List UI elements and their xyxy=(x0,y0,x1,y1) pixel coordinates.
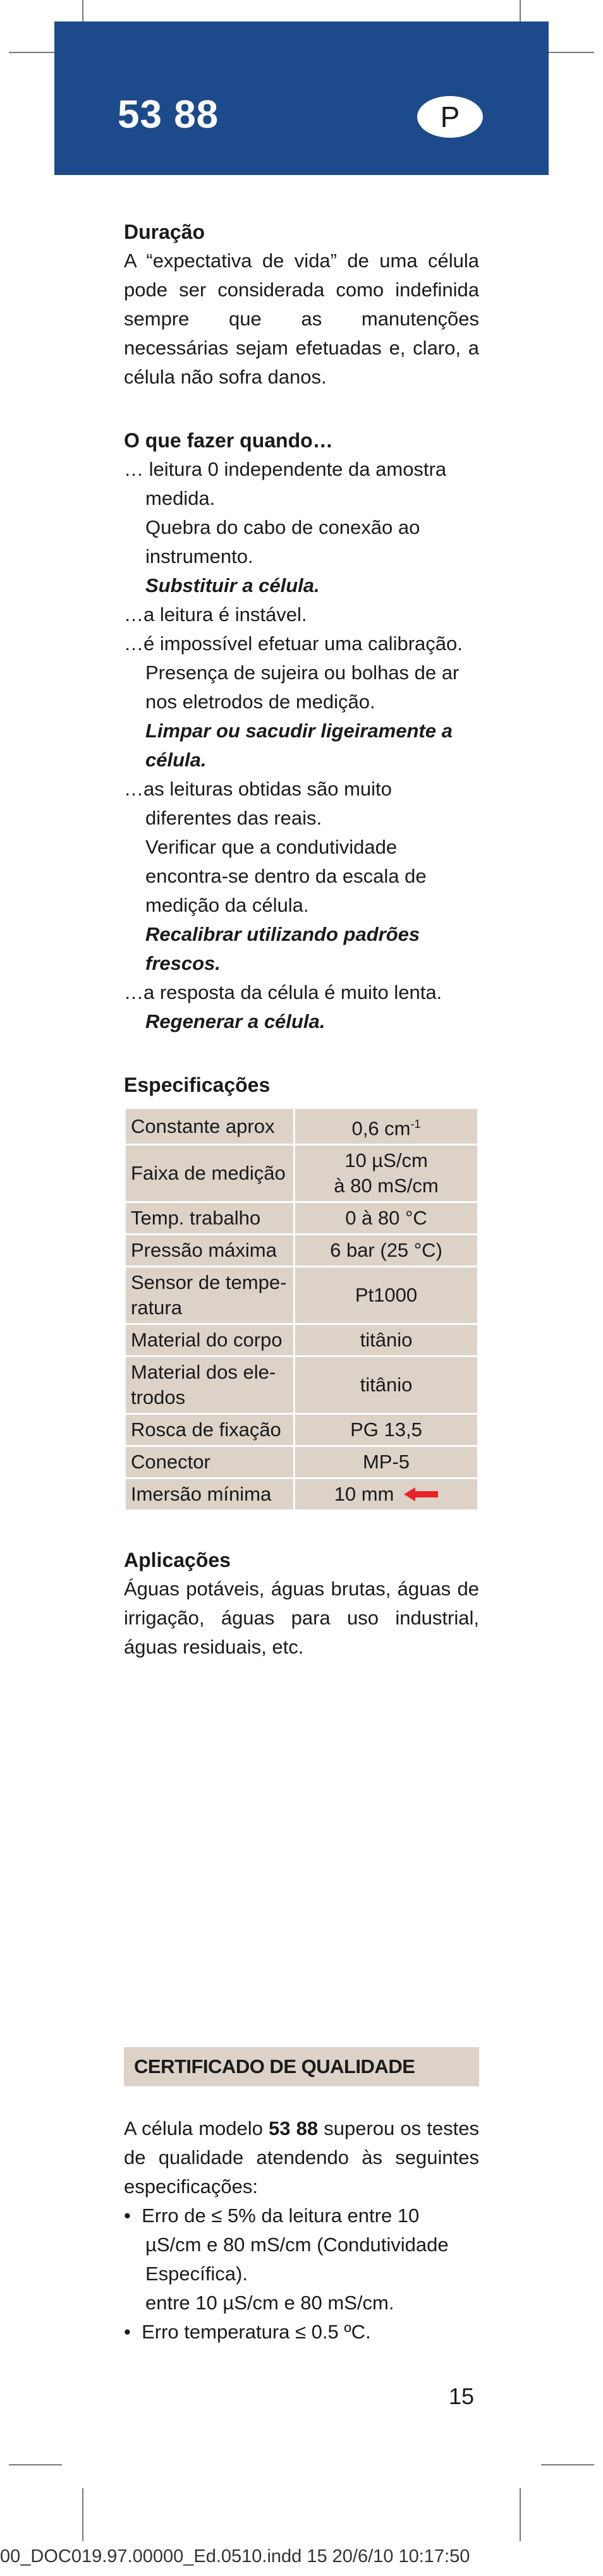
troubleshoot-question: …a leitura é instável. xyxy=(124,603,307,626)
table-row xyxy=(125,1145,478,1202)
main-content xyxy=(124,217,479,2347)
spec-value: 0 à 80 °C xyxy=(295,1202,478,1235)
spec-value: 0,6 $cm^{-1}$ xyxy=(295,1108,478,1145)
arrow-left-icon xyxy=(404,1487,438,1501)
troubleshoot-action: Recalibrar utilizando padrões frescos. xyxy=(145,923,420,974)
troubleshoot-list xyxy=(124,455,479,1036)
spec-value: 6 bar (25 °C) xyxy=(295,1235,478,1267)
aplicacoes-title: Aplicações xyxy=(124,1549,231,1572)
troubleshoot-cause: Verificar que a condutividade encontra-se dentro da escala de medição da célula. xyxy=(145,836,427,916)
spec-value: MP-5 xyxy=(295,1446,478,1478)
crop-mark xyxy=(82,2488,83,2541)
table-row xyxy=(125,1478,478,1511)
language-badge: P xyxy=(417,96,483,138)
troubleshoot-question: …é impossível efetuar uma calibração. xyxy=(124,632,463,655)
troubleshoot-question: … leitura 0 independente da amostra medida. xyxy=(124,458,447,509)
specs-table xyxy=(124,1107,479,1511)
table-row xyxy=(125,1446,478,1478)
crop-mark xyxy=(541,2464,594,2465)
table-row xyxy=(125,1414,478,1446)
aplicacoes-text: Águas potáveis, águas brutas, águas de irrigação, águas para uso industrial, águas residuais, etc. xyxy=(124,1578,479,1659)
spec-label: Sensor de tempe- ratura xyxy=(125,1267,295,1324)
spec-label: Material dos ele- trodos xyxy=(125,1357,295,1414)
troubleshoot-action: Substituir a célula. xyxy=(145,574,320,596)
certificado-intro: A célula modelo 53 88 superou os testes de qualidade atendendo às seguintes especificações: xyxy=(124,2117,479,2198)
certificado-title: CERTIFICADO DE QUALIDADE xyxy=(124,2047,479,2086)
crop-mark xyxy=(520,2488,521,2541)
product-code: 53 88 xyxy=(118,93,219,136)
spec-value: Pt1000 xyxy=(295,1267,478,1324)
list-item-extra: entre 10 µS/cm e 80 mS/cm. xyxy=(145,2292,394,2314)
spec-label: Conector xyxy=(125,1446,295,1478)
duracao-text: A “expectativa de vida” de uma célula pode ser considerada como indefinida sempre que as manutenções necessárias sejam efetuadas e, claro, a célula não sofra danos. xyxy=(124,250,479,388)
spec-label: Constante aprox xyxy=(125,1108,295,1145)
troubleshoot-action: Regenerar a célula. xyxy=(145,1010,326,1032)
spec-label: Faixa de medição xyxy=(125,1145,295,1202)
certificado-bullets xyxy=(124,2201,479,2347)
header-band xyxy=(54,21,549,175)
spec-value: 10 µS/cm à 80 mS/cm xyxy=(295,1145,478,1202)
table-row xyxy=(125,1202,478,1235)
duracao-title: Duração xyxy=(124,221,205,243)
troubleshoot-cause: Presença de sujeira ou bolhas de ar nos eletrodos de medição. xyxy=(145,662,460,713)
troubleshoot-question: …as leituras obtidas são muito diferentes das reais. xyxy=(124,778,392,829)
list-item: • Erro de ≤ 5% da leitura entre 10 µS/cm e 80 mS/cm (Condutividade Específica). xyxy=(124,2204,449,2285)
table-row xyxy=(125,1324,478,1357)
spec-value: titânio xyxy=(295,1324,478,1357)
list-item: • Erro temperatura ≤ 0.5 ºC. xyxy=(124,2321,371,2343)
troubleshoot-question: …a resposta da célula é muito lenta. xyxy=(124,981,442,1003)
specs-title: Especificações xyxy=(124,1073,271,1096)
spec-label: Rosca de fixação xyxy=(125,1414,295,1446)
crop-mark xyxy=(9,2464,62,2465)
troubleshoot-title: O que fazer quando… xyxy=(124,429,333,452)
troubleshoot-cause: Quebra do cabo de conexão ao instrumento. xyxy=(145,516,420,567)
spec-label: Material do corpo xyxy=(125,1324,295,1357)
print-slug: 00_DOC019.97.00000_Ed.0510.indd 15 20/6/10 10:17:50 xyxy=(0,2546,470,2567)
table-row xyxy=(125,1267,478,1324)
spec-value: titânio xyxy=(295,1357,478,1414)
spec-label: Pressão máxima xyxy=(125,1235,295,1267)
crop-mark xyxy=(541,52,594,53)
spec-label: Temp. trabalho xyxy=(125,1202,295,1235)
table-row xyxy=(125,1235,478,1267)
spec-value: PG 13,5 xyxy=(295,1414,478,1446)
troubleshoot-action: Limpar ou sacudir ligeiramente a célula. xyxy=(145,720,453,771)
page-number: 15 xyxy=(449,2383,475,2409)
spec-label: Imersão mínima xyxy=(125,1478,295,1511)
spec-value: 10 mm xyxy=(295,1478,478,1511)
table-row xyxy=(125,1108,478,1145)
table-row xyxy=(125,1357,478,1414)
